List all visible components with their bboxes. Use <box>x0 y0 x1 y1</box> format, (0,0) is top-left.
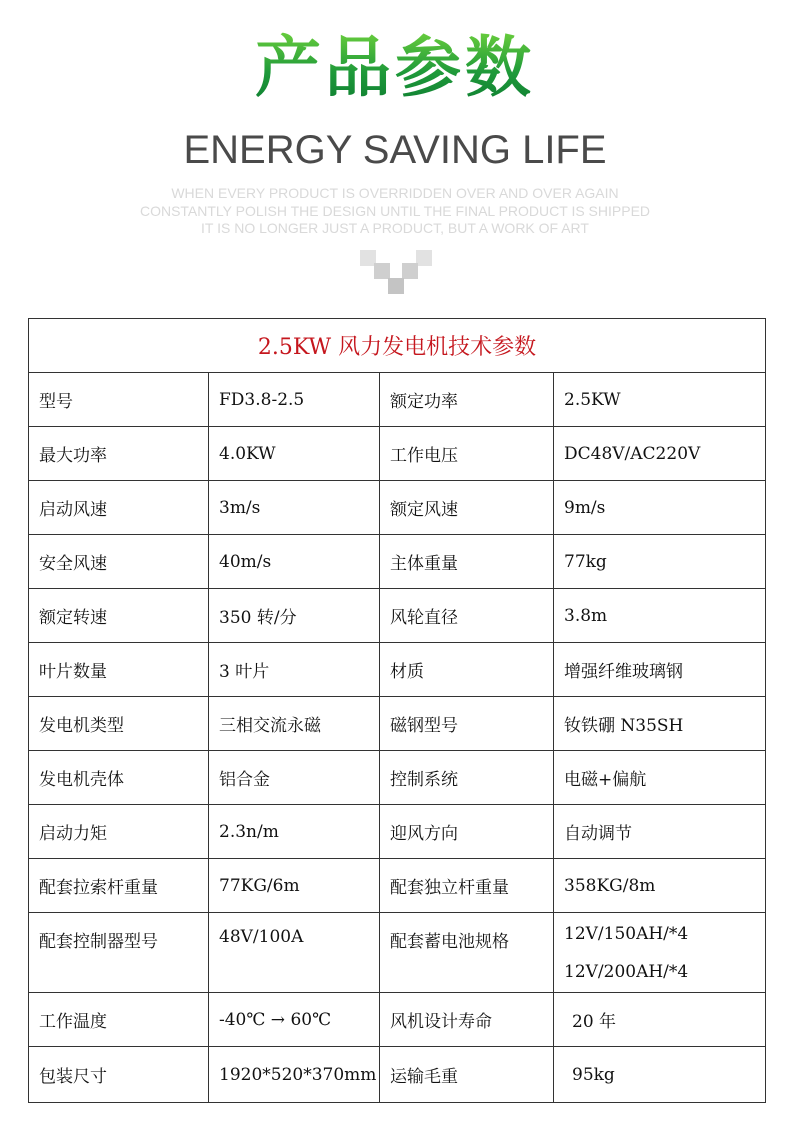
param-value: 4.0KW <box>209 427 380 481</box>
param-label: 叶片数量 <box>29 643 209 697</box>
param-label: 运输毛重 <box>380 1047 554 1103</box>
param-value: 48V/100A <box>209 913 380 993</box>
param-value: 增强纤维玻璃钢 <box>554 643 766 697</box>
param-label: 控制系统 <box>380 751 554 805</box>
slogan-line: CONSTANTLY POLISH THE DESIGN UNTIL THE FINAL PRODUCT IS SHIPPED <box>139 202 651 219</box>
chevron-down-icon <box>360 250 432 298</box>
param-label: 主体重量 <box>380 535 554 589</box>
table-row <box>29 859 766 913</box>
param-value: 1920*520*370mm <box>209 1047 380 1103</box>
param-value-line: 12V/150AH/*4 <box>564 924 689 944</box>
param-value: 77KG/6m <box>209 859 380 913</box>
param-label: 配套独立杆重量 <box>380 859 554 913</box>
param-value: 3 叶片 <box>209 643 380 697</box>
param-value: 358KG/8m <box>554 859 766 913</box>
param-label: 配套拉索杆重量 <box>29 859 209 913</box>
param-value: 95kg <box>554 1047 766 1103</box>
param-label: 启动力矩 <box>29 805 209 859</box>
param-label: 风轮直径 <box>380 589 554 643</box>
table-row <box>29 373 766 427</box>
param-label: 发电机壳体 <box>29 751 209 805</box>
param-value: 2.5KW <box>554 373 766 427</box>
slogan <box>0 185 790 238</box>
param-label: 最大功率 <box>29 427 209 481</box>
table-row <box>29 697 766 751</box>
spec-table <box>28 318 766 1103</box>
param-value: 电磁+偏航 <box>554 751 766 805</box>
table-row <box>29 993 766 1047</box>
param-label: 安全风速 <box>29 535 209 589</box>
slogan-line: WHEN EVERY PRODUCT IS OVERRIDDEN OVER AND OVER AGAIN <box>171 185 619 201</box>
table-row <box>29 805 766 859</box>
param-label: 工作温度 <box>29 993 209 1047</box>
table-caption: 2.5KW 风力发电机技术参数 <box>29 319 766 373</box>
page-title: 产品参数 <box>0 28 790 108</box>
table-caption-row <box>29 319 766 373</box>
param-label: 风机设计寿命 <box>380 993 554 1047</box>
param-value: 3.8m <box>554 589 766 643</box>
param-value: FD3.8-2.5 <box>209 373 380 427</box>
param-label: 材质 <box>380 643 554 697</box>
page-subtitle: ENERGY SAVING LIFE <box>183 128 607 172</box>
param-value-line: 12V/200AH/*4 <box>564 962 689 982</box>
param-label: 启动风速 <box>29 481 209 535</box>
param-label: 型号 <box>29 373 209 427</box>
table-row <box>29 751 766 805</box>
param-value: 2.3n/m <box>209 805 380 859</box>
param-label: 配套蓄电池规格 <box>380 913 554 993</box>
table-row <box>29 1047 766 1103</box>
param-value <box>554 913 766 993</box>
param-value: 350 转/分 <box>209 589 380 643</box>
table-row <box>29 643 766 697</box>
param-value: -40℃ → 60℃ <box>209 993 380 1047</box>
param-value: DC48V/AC220V <box>554 427 766 481</box>
table-row <box>29 589 766 643</box>
param-value: 3m/s <box>209 481 380 535</box>
param-value: 40m/s <box>209 535 380 589</box>
param-label: 额定风速 <box>380 481 554 535</box>
param-value: 钕铁硼 N35SH <box>554 697 766 751</box>
param-label: 配套控制器型号 <box>29 913 209 993</box>
param-value: 三相交流永磁 <box>209 697 380 751</box>
param-label: 额定转速 <box>29 589 209 643</box>
param-label: 工作电压 <box>380 427 554 481</box>
table-row <box>29 535 766 589</box>
param-label: 发电机类型 <box>29 697 209 751</box>
param-label: 磁钢型号 <box>380 697 554 751</box>
param-label: 额定功率 <box>380 373 554 427</box>
param-value: 77kg <box>554 535 766 589</box>
table-row <box>29 427 766 481</box>
param-value: 自动调节 <box>554 805 766 859</box>
param-value: 铝合金 <box>209 751 380 805</box>
param-value: 9m/s <box>554 481 766 535</box>
param-value: 20 年 <box>554 993 766 1047</box>
param-label: 迎风方向 <box>380 805 554 859</box>
slogan-line: IT IS NO LONGER JUST A PRODUCT, BUT A WORK OF ART <box>201 220 589 236</box>
table-row <box>29 913 766 993</box>
table-row <box>29 481 766 535</box>
param-label: 包装尺寸 <box>29 1047 209 1103</box>
